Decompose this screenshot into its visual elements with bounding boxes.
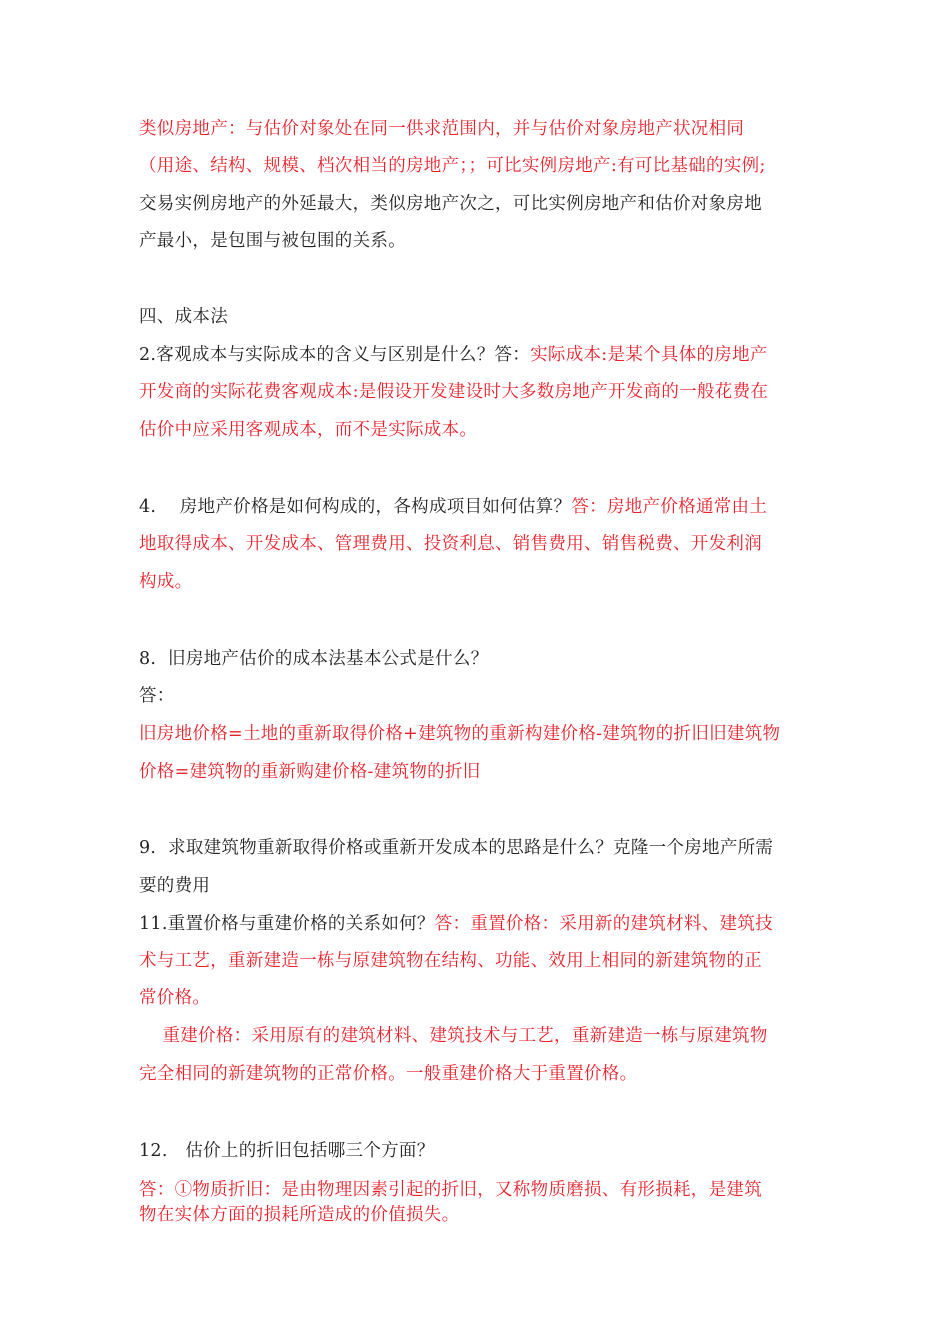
question-line: [139, 912, 773, 936]
text-segment: 常价格。: [139, 988, 211, 1008]
text-segment: 术与工艺，重新建造一栋与原建筑物在结构、功能、效用上相同的新建筑物的正: [139, 951, 762, 971]
text-segment: 要的费用: [139, 876, 211, 896]
text-line: [139, 380, 768, 404]
text-segment: 答：重置价格：采用新的建筑材料、建筑技: [434, 914, 773, 934]
text-line: [139, 154, 766, 178]
text-segment: 9. 求取建筑物重新取得价格或重新开发成本的思路是什么？克隆一个房地产所需: [139, 838, 774, 858]
text-segment: 交易实例房地产的外延最大，类似房地产次之，可比实例房地产和估价对象房地: [139, 194, 762, 214]
text-segment: 估价中应采用客观成本，而不是实际成本。: [139, 420, 478, 440]
question-line: [139, 343, 768, 367]
text-line: [139, 117, 744, 141]
text-segment: 11.重置价格与重建价格的关系如何？: [139, 914, 435, 934]
text-segment: 完全相同的新建筑物的正常价格。一般重建价格大于重置价格。: [139, 1064, 638, 1084]
text-line: [139, 418, 477, 442]
text-segment: 答：房地产价格通常由土: [571, 497, 768, 517]
section-heading: [139, 305, 228, 329]
text-line: [139, 874, 210, 898]
text-line: [139, 1062, 637, 1086]
text-line: [139, 760, 481, 784]
text-line: [139, 229, 406, 253]
text-line: [139, 192, 762, 216]
text-segment: 构成。: [139, 572, 193, 592]
text-line: [139, 986, 210, 1010]
text-line: [139, 570, 192, 594]
question-line: [139, 495, 767, 519]
text-line: [139, 532, 762, 556]
text-line: [139, 1024, 768, 1048]
text-segment: 旧房地价格=土地的重新取得价格+建筑物的重新构建价格-建筑物的折旧旧建筑物: [139, 724, 781, 744]
text-line: [139, 722, 780, 746]
question-line: [139, 647, 488, 671]
text-segment: 答：①物质折旧：是由物理因素引起的折旧，又称物质磨损、有形损耗，是建筑: [139, 1180, 762, 1200]
text-segment: 2.客观成本与实际成本的含义与区别是什么？答：: [139, 345, 531, 365]
text-segment: 价格=建筑物的重新购建价格-建筑物的折旧: [139, 762, 481, 782]
text-segment: 类似房地产：与估价对象处在同一供求范围内，并与估价对象房地产状况相同: [139, 119, 745, 139]
text-segment: 产最小，是包围与被包围的关系。: [139, 231, 406, 251]
text-segment: 开发商的实际花费客观成本:是假设开发建设时大多数房地产开发商的一般花费在: [139, 382, 769, 402]
text-line: [139, 949, 762, 973]
text-line: [139, 1203, 459, 1227]
question-line: [139, 836, 773, 860]
text-segment: 实际成本:是某个具体的房地产: [530, 345, 768, 365]
text-line: [139, 1178, 762, 1202]
question-line: [139, 1139, 435, 1163]
text-segment: 重建价格：采用原有的建筑材料、建筑技术与工艺，重新建造一栋与原建筑物: [139, 1026, 768, 1046]
text-segment: 8. 旧房地产估价的成本法基本公式是什么？: [139, 649, 489, 669]
text-segment: 12. 估价上的折旧包括哪三个方面？: [139, 1141, 435, 1161]
text-segment: 答：: [139, 686, 175, 706]
text-segment: 四、成本法: [139, 307, 228, 327]
text-segment: 4. 房地产价格是如何构成的，各构成项目如何估算？: [139, 497, 572, 517]
text-segment: 物在实体方面的损耗所造成的价值损失。: [139, 1205, 460, 1225]
text-segment: （用途、结构、规模、档次相当的房地产；；可比实例房地产:有可比基础的实例;: [139, 156, 766, 176]
text-segment: 地取得成本、开发成本、管理费用、投资利息、销售费用、销售税费、开发利润: [139, 534, 762, 554]
text-line: [139, 684, 175, 708]
